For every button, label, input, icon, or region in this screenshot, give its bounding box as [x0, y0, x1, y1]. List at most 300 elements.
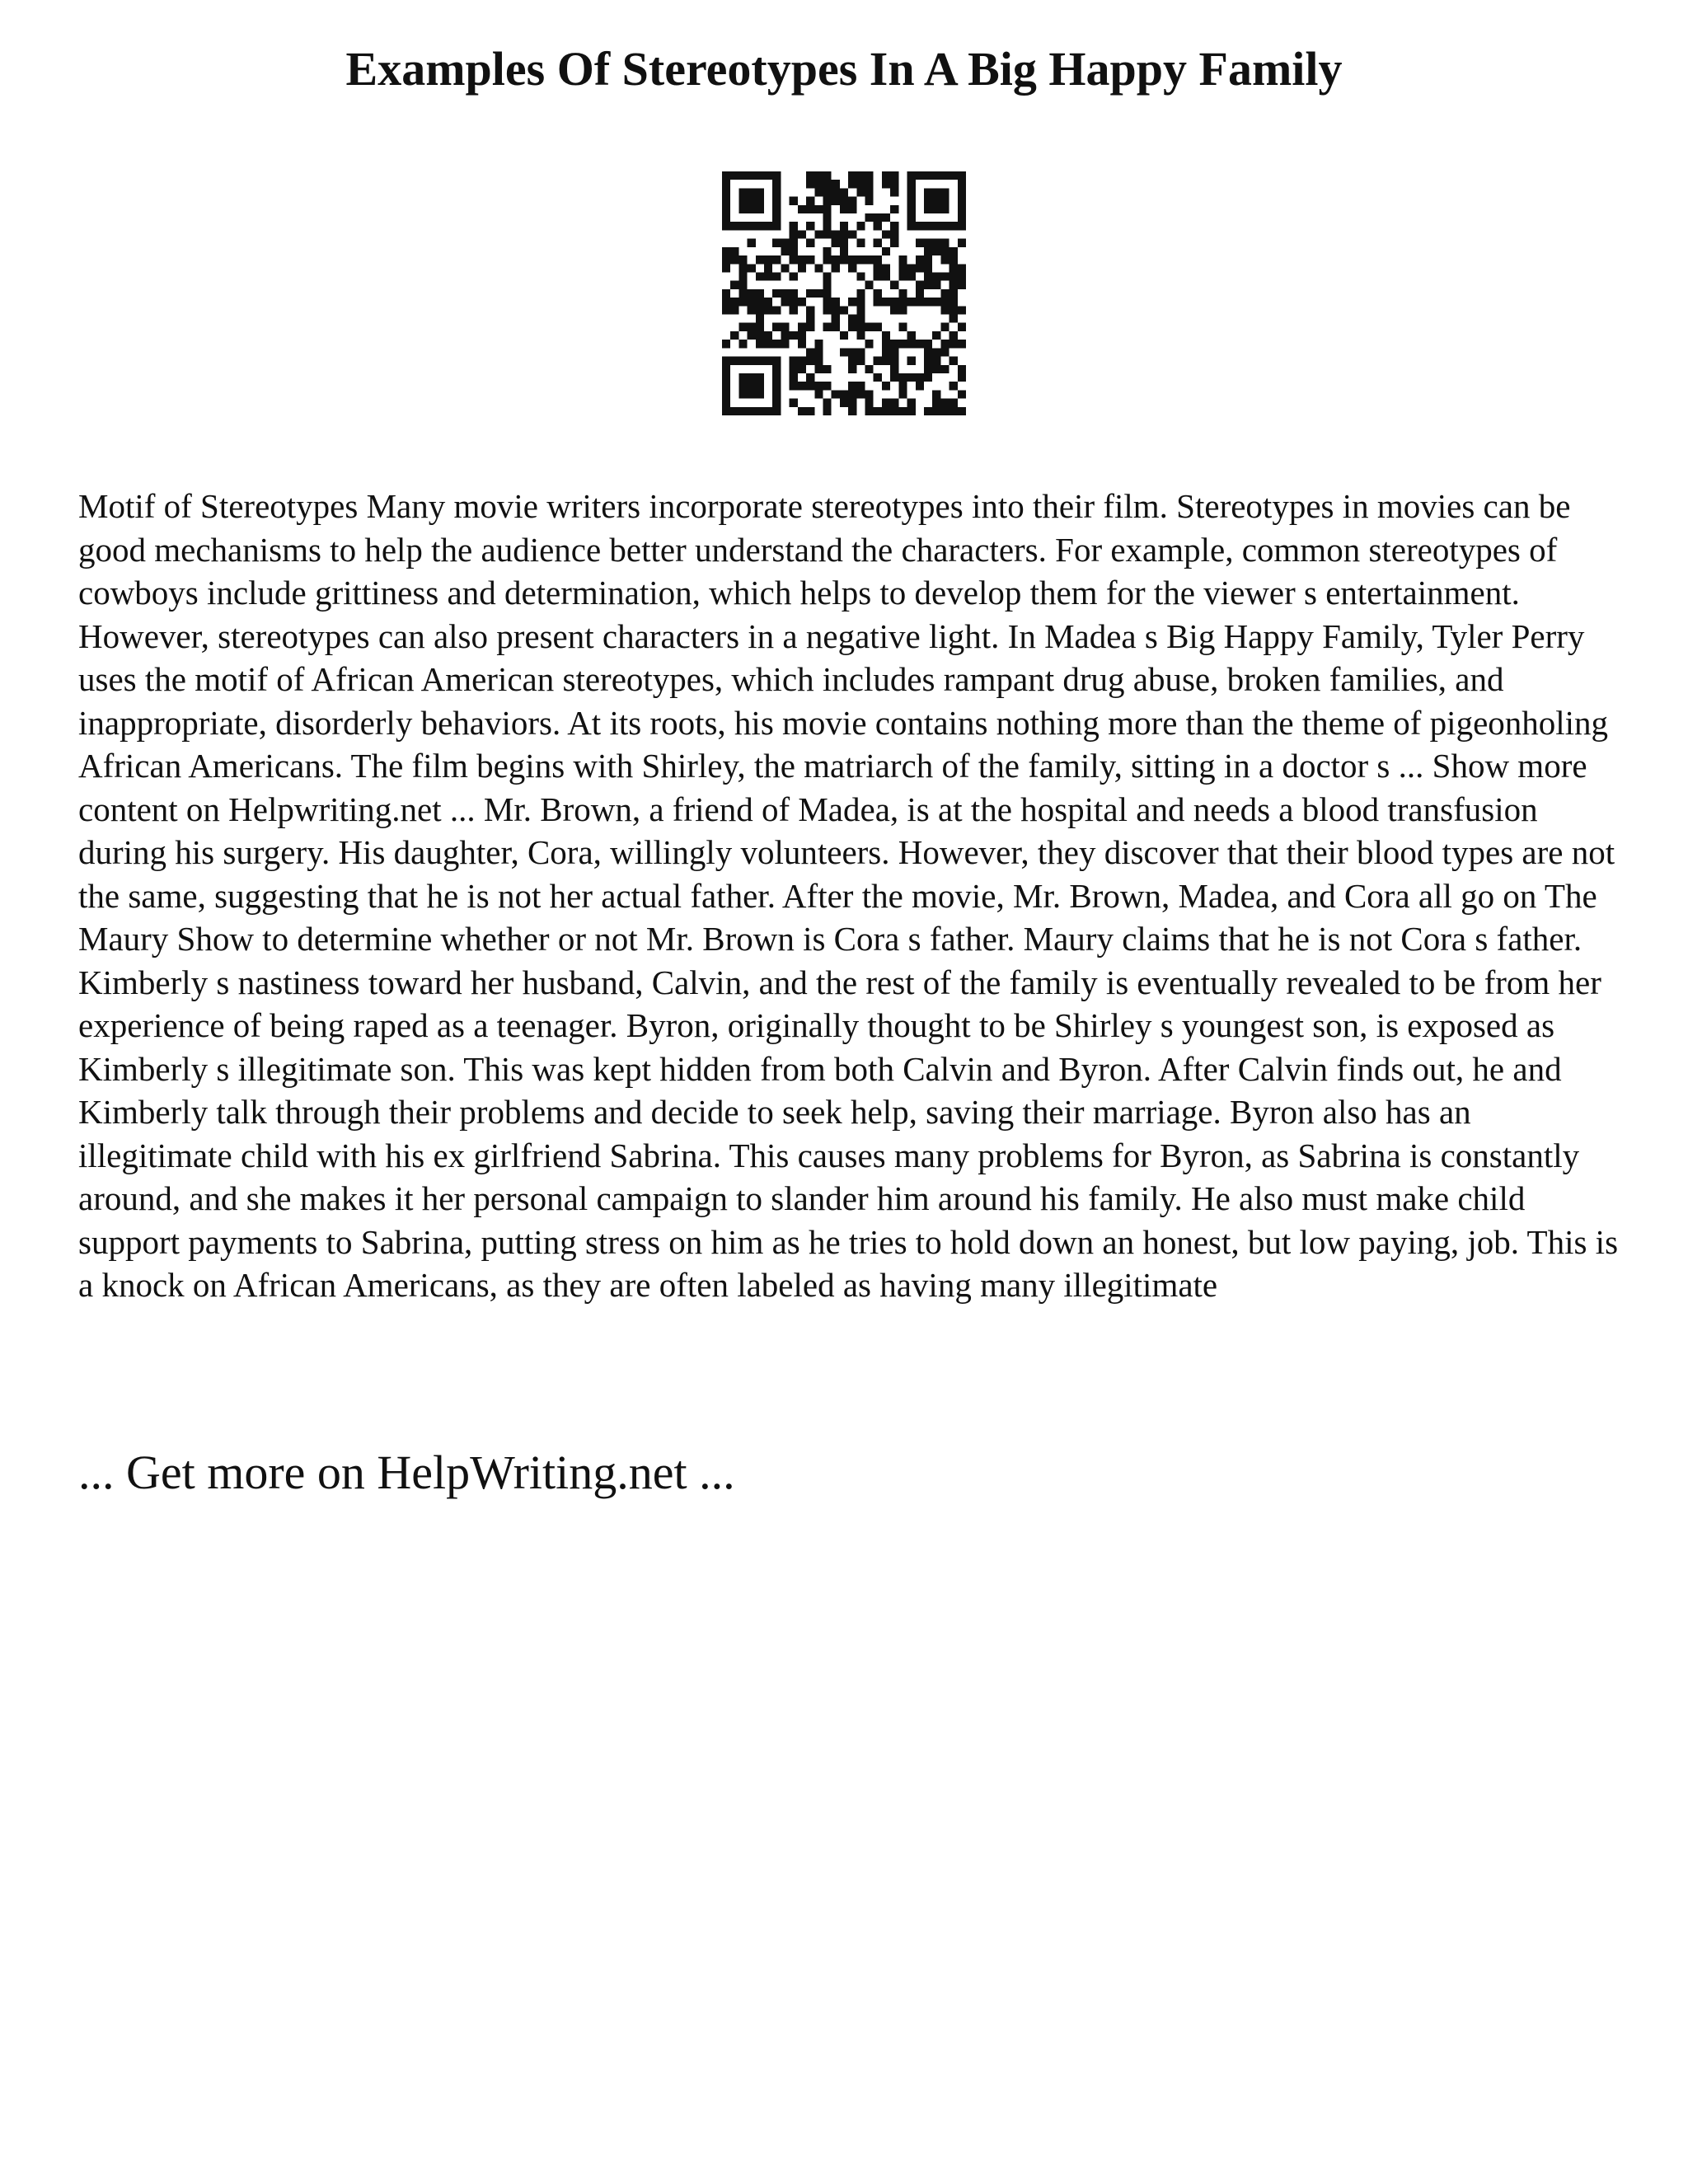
qr-module [916, 373, 924, 382]
qr-module [814, 348, 823, 356]
qr-module [722, 306, 730, 314]
qr-module [865, 340, 874, 348]
qr-module [865, 407, 874, 415]
qr-module [806, 222, 814, 230]
qr-module [865, 255, 874, 264]
qr-module [874, 357, 882, 365]
qr-module [907, 171, 916, 180]
qr-module [848, 365, 856, 373]
qr-module [823, 213, 831, 222]
qr-module [823, 323, 831, 331]
qr-module [814, 180, 823, 188]
qr-module [856, 272, 865, 280]
qr-module [814, 264, 823, 272]
qr-module [898, 323, 907, 331]
qr-module [907, 264, 916, 272]
qr-module [764, 306, 772, 314]
qr-module [814, 230, 823, 238]
qr-module [890, 222, 898, 230]
qr-module [874, 407, 882, 415]
qr-module [932, 188, 940, 196]
qr-module [764, 264, 772, 272]
qr-module [832, 298, 840, 306]
qr-module [772, 272, 781, 280]
qr-module [940, 188, 949, 196]
qr-module [840, 230, 848, 238]
qr-module [916, 382, 924, 390]
qr-module [958, 180, 966, 188]
qr-module [832, 239, 840, 247]
qr-module [722, 205, 730, 213]
qr-module [958, 197, 966, 205]
qr-module [806, 357, 814, 365]
qr-module [806, 306, 814, 314]
qr-module [756, 340, 764, 348]
qr-module [840, 197, 848, 205]
qr-module [772, 171, 781, 180]
qr-module [814, 289, 823, 298]
qr-module [738, 382, 747, 390]
qr-module [848, 315, 856, 323]
qr-module [756, 373, 764, 382]
qr-module [823, 230, 831, 238]
qr-module [940, 205, 949, 213]
qr-module [772, 289, 781, 298]
qr-module [823, 399, 831, 407]
qr-module [940, 306, 949, 314]
qr-module [958, 306, 966, 314]
qr-module [756, 323, 764, 331]
qr-module [832, 306, 840, 314]
body-paragraph: Motif of Stereotypes Many movie writers incorporate stereotypes into their film. Stereotypes in movies can be good mechanisms to help the audience better understand the characters. For example, common stereotypes of cowboys include grittiness and determination, which helps to develop them for the viewer s entertainment. However, stereotypes can also present characters in a negative light. In Madea s Big Happy Family, Tyler Perry uses the motif of African American stereotypes, which includes rampant drug abuse, broken families, and inappropriate, disorderly behaviors. At its roots, his movie contains nothing more than the theme of pigeonholing African Americans. The film begins with Shirley, the matriarch of the family, sitting in a doctor s ... Show more content on Helpwriting.net ... Mr. Brown, a friend of Madea, is at the hospital and needs a blood transfusion during his surgery. His daughter, Cora, willingly volunteers. However, they discover that their blood types are not the same, suggesting that he is not her actual father. After the movie, Mr. Brown, Madea, and Cora all go on The Maury Show to determine whether or not Mr. Brown is Cora s father. Maury claims that he is not Cora s father. Kimberly s nastiness toward her husband, Calvin, and the rest of the family is eventually revealed to be from her experience of being raped as a teenager. Byron, originally thought to be Shirley s youngest son, is exposed as Kimberly s illegitimate son. This was kept hidden from both Calvin and Byron. After Calvin finds out, he and Kimberly talk through their problems and decide to seek help, saving their marriage. Byron also has an illegitimate child with his ex girlfriend Sabrina. This causes many problems for Byron, as Sabrina is constantly around, and she makes it her personal campaign to slander him around his family. He also must make child support payments to Sabrina, putting stress on him as he tries to hold down an honest, but low paying, job. This is a knock on African Americans, as they are often labeled as having many illegitimate [78, 487, 1619, 1304]
qr-module [722, 365, 730, 373]
qr-module [738, 298, 747, 306]
qr-module [890, 281, 898, 289]
qr-module [856, 331, 865, 340]
qr-module [958, 323, 966, 331]
qr-module [756, 407, 764, 415]
qr-module [932, 298, 940, 306]
qr-module [730, 222, 738, 230]
qr-module [722, 390, 730, 398]
qr-module [924, 222, 932, 230]
qr-module [856, 315, 865, 323]
qr-module [772, 357, 781, 365]
qr-code-icon[interactable] [722, 171, 966, 415]
qr-module [790, 272, 798, 280]
qr-module [840, 306, 848, 314]
qr-module [898, 306, 907, 314]
qr-module [772, 213, 781, 222]
qr-module [790, 197, 798, 205]
qr-module [781, 323, 789, 331]
qr-module [848, 298, 856, 306]
qr-module [738, 323, 747, 331]
qr-module [916, 222, 924, 230]
qr-module [764, 407, 772, 415]
qr-module [840, 188, 848, 196]
qr-module [756, 171, 764, 180]
qr-module [823, 222, 831, 230]
qr-module [924, 272, 932, 280]
qr-module [848, 171, 856, 180]
qr-module [924, 188, 932, 196]
qr-module [907, 205, 916, 213]
qr-module [874, 213, 882, 222]
qr-module [840, 399, 848, 407]
qr-module [940, 272, 949, 280]
qr-module [940, 289, 949, 298]
qr-module [856, 180, 865, 188]
qr-module [940, 323, 949, 331]
qr-module [832, 323, 840, 331]
qr-module [865, 188, 874, 196]
qr-module [823, 365, 831, 373]
qr-module [882, 340, 890, 348]
qr-module [950, 315, 958, 323]
qr-module [932, 281, 940, 289]
qr-module [781, 331, 789, 340]
qr-module [932, 331, 940, 340]
qr-module [874, 222, 882, 230]
qr-module [848, 399, 856, 407]
qr-module [764, 340, 772, 348]
qr-module [932, 247, 940, 255]
qr-module [848, 255, 856, 264]
qr-module [756, 222, 764, 230]
qr-module [848, 205, 856, 213]
qr-module [738, 289, 747, 298]
qr-module [932, 272, 940, 280]
qr-module [806, 323, 814, 331]
qr-module [924, 365, 932, 373]
qr-module [806, 239, 814, 247]
qr-module [924, 197, 932, 205]
qr-module [738, 340, 747, 348]
qr-module [806, 382, 814, 390]
qr-module [798, 382, 806, 390]
qr-module [882, 348, 890, 356]
qr-module [940, 197, 949, 205]
qr-module [940, 348, 949, 356]
qr-module [874, 255, 882, 264]
qr-module [907, 340, 916, 348]
qr-module [848, 407, 856, 415]
qr-module [772, 188, 781, 196]
qr-module [958, 390, 966, 398]
qr-module [958, 188, 966, 196]
qr-module [958, 281, 966, 289]
qr-module [814, 365, 823, 373]
qr-module [950, 399, 958, 407]
qr-module [856, 348, 865, 356]
qr-module [958, 264, 966, 272]
qr-module [722, 399, 730, 407]
qr-module [856, 306, 865, 314]
qr-module [823, 205, 831, 213]
qr-module [772, 399, 781, 407]
qr-module [874, 239, 882, 247]
qr-module [832, 390, 840, 398]
qr-module [958, 205, 966, 213]
qr-module [798, 323, 806, 331]
qr-module [790, 289, 798, 298]
qr-module [950, 171, 958, 180]
qr-module [940, 399, 949, 407]
qr-module [932, 365, 940, 373]
qr-module [907, 222, 916, 230]
qr-module [748, 373, 756, 382]
qr-module [924, 298, 932, 306]
qr-module [840, 348, 848, 356]
qr-module [756, 272, 764, 280]
qr-module [772, 197, 781, 205]
qr-module [738, 171, 747, 180]
qr-module [806, 407, 814, 415]
qr-module [848, 390, 856, 398]
qr-module [856, 357, 865, 365]
qr-module [823, 247, 831, 255]
qr-module [798, 255, 806, 264]
qr-module [756, 255, 764, 264]
qr-module [790, 222, 798, 230]
qr-module [932, 239, 940, 247]
qr-module [840, 247, 848, 255]
qr-module [882, 180, 890, 188]
qr-module [874, 289, 882, 298]
qr-module [806, 205, 814, 213]
qr-module [932, 171, 940, 180]
qr-module [958, 222, 966, 230]
qr-module [865, 365, 874, 373]
qr-module [730, 255, 738, 264]
qr-module [798, 365, 806, 373]
qr-module [958, 365, 966, 373]
qr-module [772, 323, 781, 331]
qr-module [806, 171, 814, 180]
qr-module [823, 407, 831, 415]
qr-module [814, 188, 823, 196]
get-more-link[interactable]: ... Get more on HelpWriting.net ... [78, 1446, 735, 1499]
qr-module [940, 407, 949, 415]
qr-module [772, 373, 781, 382]
qr-module [730, 171, 738, 180]
qr-module [890, 306, 898, 314]
qr-module [781, 247, 789, 255]
qr-module [790, 247, 798, 255]
qr-module [722, 188, 730, 196]
qr-module [764, 331, 772, 340]
qr-module [832, 255, 840, 264]
qr-module [890, 365, 898, 373]
qr-module [806, 197, 814, 205]
qr-module [958, 272, 966, 280]
qr-module [798, 357, 806, 365]
qr-module [823, 188, 831, 196]
qr-module [950, 382, 958, 390]
qr-module [950, 247, 958, 255]
qr-module [764, 222, 772, 230]
qr-module [730, 247, 738, 255]
qr-module [781, 264, 789, 272]
qr-module [848, 230, 856, 238]
qr-module [932, 197, 940, 205]
qr-module [874, 298, 882, 306]
qr-module [823, 197, 831, 205]
qr-module [890, 171, 898, 180]
qr-module [856, 298, 865, 306]
qr-module [924, 171, 932, 180]
qr-module [722, 289, 730, 298]
qr-module [814, 340, 823, 348]
qr-module [790, 382, 798, 390]
qr-module [840, 255, 848, 264]
qr-module [772, 306, 781, 314]
qr-module [924, 407, 932, 415]
qr-module [898, 255, 907, 264]
qr-module [790, 365, 798, 373]
qr-module [790, 255, 798, 264]
qr-module [856, 289, 865, 298]
qr-module [772, 255, 781, 264]
qr-module [738, 205, 747, 213]
qr-module [738, 407, 747, 415]
qr-module [882, 382, 890, 390]
qr-module [924, 205, 932, 213]
qr-module [798, 331, 806, 340]
qr-module [722, 247, 730, 255]
qr-module [882, 264, 890, 272]
qr-module [882, 407, 890, 415]
qr-module [916, 289, 924, 298]
qr-module [916, 255, 924, 264]
qr-module [865, 323, 874, 331]
qr-module [848, 348, 856, 356]
qr-module [748, 239, 756, 247]
qr-module [756, 205, 764, 213]
qr-module [823, 298, 831, 306]
qr-module [748, 197, 756, 205]
qr-module [907, 373, 916, 382]
qr-module [890, 340, 898, 348]
qr-module [940, 298, 949, 306]
qr-module [748, 298, 756, 306]
qr-module [848, 382, 856, 390]
qr-module [856, 188, 865, 196]
qr-module [832, 315, 840, 323]
qr-module [772, 382, 781, 390]
qr-module [882, 247, 890, 255]
qr-module [882, 230, 890, 238]
qr-module [907, 188, 916, 196]
qr-module [790, 306, 798, 314]
qr-module [722, 171, 730, 180]
qr-module [890, 205, 898, 213]
qr-module [772, 180, 781, 188]
qr-module [865, 180, 874, 188]
qr-module [840, 331, 848, 340]
qr-module [890, 298, 898, 306]
qr-module [898, 390, 907, 398]
qr-module [882, 171, 890, 180]
qr-module [756, 382, 764, 390]
qr-module [940, 255, 949, 264]
qr-module [764, 298, 772, 306]
qr-module [823, 289, 831, 298]
qr-module [898, 373, 907, 382]
qr-module [823, 382, 831, 390]
qr-module [790, 239, 798, 247]
qr-module [856, 390, 865, 398]
qr-module [814, 382, 823, 390]
qr-module [748, 205, 756, 213]
qr-module [865, 399, 874, 407]
qr-module [856, 255, 865, 264]
qr-module [924, 340, 932, 348]
qr-module [832, 230, 840, 238]
qr-module [823, 281, 831, 289]
qr-module [950, 357, 958, 365]
qr-module [722, 340, 730, 348]
qr-module [738, 188, 747, 196]
qr-module [932, 357, 940, 365]
qr-module [890, 373, 898, 382]
qr-module [898, 272, 907, 280]
qr-module [738, 197, 747, 205]
qr-module [848, 357, 856, 365]
qr-module [874, 264, 882, 272]
qr-module [924, 247, 932, 255]
qr-module [916, 298, 924, 306]
qr-module [748, 390, 756, 398]
qr-module [950, 331, 958, 340]
qr-module [772, 239, 781, 247]
qr-module [907, 272, 916, 280]
qr-module [950, 407, 958, 415]
qr-module [874, 323, 882, 331]
qr-module [848, 180, 856, 188]
qr-module [932, 222, 940, 230]
qr-module [730, 281, 738, 289]
qr-module [781, 298, 789, 306]
qr-module [738, 222, 747, 230]
qr-module [950, 264, 958, 272]
qr-module [756, 289, 764, 298]
qr-module [890, 239, 898, 247]
qr-module [865, 213, 874, 222]
qr-module [772, 390, 781, 398]
qr-module [958, 407, 966, 415]
qr-module [722, 213, 730, 222]
qr-module [730, 306, 738, 314]
qr-module [790, 399, 798, 407]
qr-module [890, 348, 898, 356]
qr-module [924, 264, 932, 272]
qr-module [840, 390, 848, 398]
qr-module [840, 205, 848, 213]
qr-module [798, 298, 806, 306]
qr-module [730, 331, 738, 340]
qr-module [898, 289, 907, 298]
qr-module [814, 205, 823, 213]
qr-module [958, 340, 966, 348]
qr-module [898, 407, 907, 415]
qr-module [756, 357, 764, 365]
qr-module [756, 315, 764, 323]
qr-module [730, 357, 738, 365]
qr-module [890, 407, 898, 415]
qr-module [738, 272, 747, 280]
